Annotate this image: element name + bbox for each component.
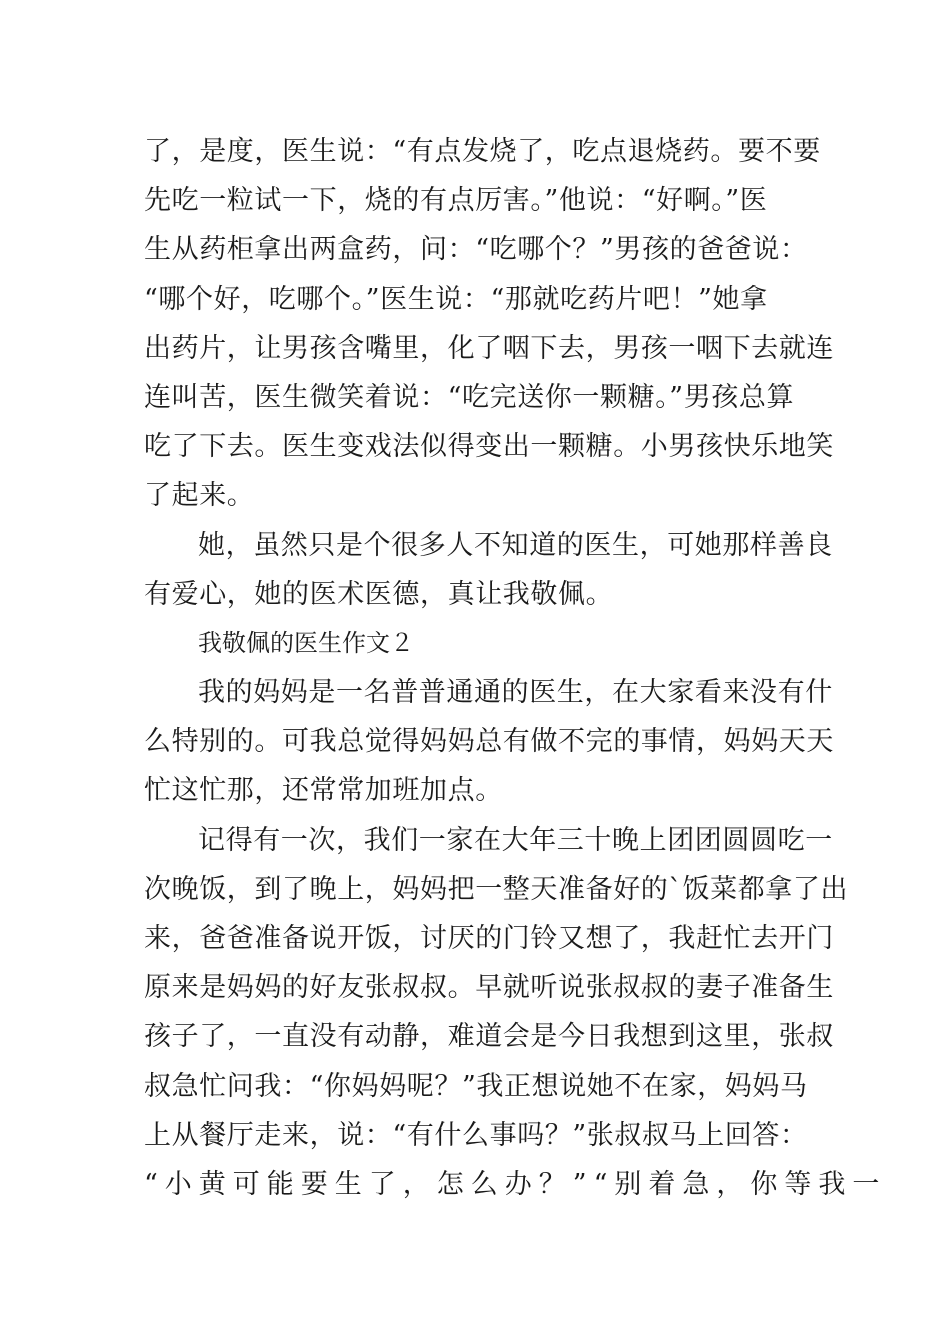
text-line: “哪个好，吃哪个。”医生说：“那就吃药片吧！”她拿: [144, 283, 768, 315]
paragraph-start-line: 她，虽然只是个很多人不知道的医生，可她那样善良: [198, 529, 833, 561]
text-line: 有爱心，她的医术医德，真让我敬佩。: [144, 578, 614, 610]
text-line: 孩子了，一直没有动静，难道会是今日我想到这里，张叔: [144, 1021, 834, 1053]
text-line: 了，是度，医生说：“有点发烧了，吃点退烧药。要不要: [144, 136, 821, 167]
paragraph-start-line: 我的妈妈是一名普普通通的医生，在大家看来没有什: [198, 677, 833, 709]
text-line: 原来是妈妈的好友张叔叔。早就听说张叔叔的妻子准备生: [144, 972, 834, 1004]
text-line: 连叫苦，医生微笑着说：“吃完送你一颗糖。”男孩总算: [144, 381, 795, 413]
document-body: [144, 127, 887, 1209]
text-line: 上从餐厅走来，说：“有什么事吗？”张叔叔马上回答：: [144, 1119, 808, 1151]
text-line: 出药片，让男孩含嘴里，化了咽下去，男孩一咽下去就连: [144, 332, 834, 364]
text-line: 了起来。: [144, 480, 255, 512]
text-line: 先吃一粒试一下，烧的有点厉害。”他说：“好啊。”医: [144, 185, 768, 217]
text-line: “小黄可能要生了，怎么办？”“别着急，你等我一: [144, 1168, 887, 1200]
text-line: 叔急忙问我：“你妈妈呢？”我正想说她不在家，妈妈马: [144, 1070, 808, 1102]
text-line: 次晚饭，到了晚上，妈妈把一整天准备好的`饭菜都拿了出: [144, 873, 849, 905]
section-heading: 我敬佩的医生作文２: [198, 628, 414, 657]
text-line: 么特别的。可我总觉得妈妈总有做不完的事情，妈妈天天: [144, 726, 834, 758]
text-line: 来，爸爸准备说开饭，讨厌的门铃又想了，我赶忙去开门: [144, 923, 834, 954]
text-line: 吃了下去。医生变戏法似得变出一颗糖。小男孩快乐地笑: [144, 431, 834, 463]
text-line: 忙这忙那，还常常加班加点。: [144, 775, 503, 807]
text-line: 生从药柜拿出两盒药，问：“吃哪个？”男孩的爸爸说：: [144, 234, 808, 266]
paragraph-start-line: 记得有一次，我们一家在大年三十晚上团团圆圆吃一: [198, 824, 833, 856]
